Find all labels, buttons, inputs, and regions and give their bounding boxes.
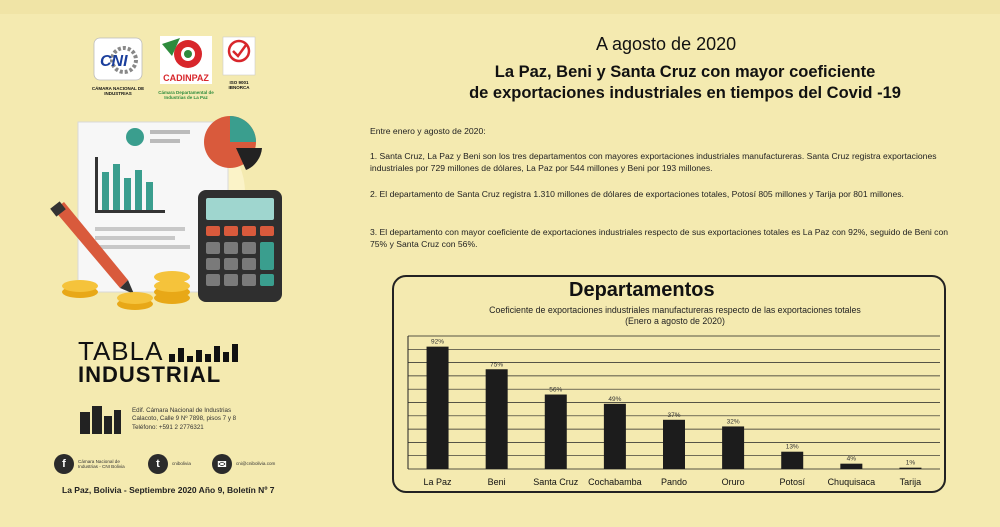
cadinpaz-mark: CADINPAZ (163, 73, 209, 83)
bar-beni (486, 369, 508, 469)
brand-line-2: INDUSTRIAL (78, 362, 222, 387)
certification-caption: ISO 9001 IBNORCA (228, 80, 250, 90)
email-label: cni@cnibolivia.com (236, 461, 276, 467)
bar-santa-cruz (545, 395, 567, 469)
bar-value-label: 13% (785, 443, 799, 451)
address-line-3: Teléfono: +591 2 2776321 (132, 423, 204, 431)
cadinpaz-caption: Cámara Departamental de Industrias de La Paz (158, 90, 214, 100)
bar-value-label: 75% (490, 361, 504, 369)
x-tick-label: Santa Cruz (533, 477, 579, 487)
bar-value-label: 37% (667, 411, 681, 419)
chart-subtitle-line-1: Coeficiente de exportaciones industriales manufactureras respecto de las exportaciones totales (489, 305, 861, 315)
address-line-1: Edif. Cámara Nacional de Industrias (132, 407, 232, 414)
headline-line-2: de exportaciones industriales en tiempos del Covid -19 (469, 84, 901, 103)
twitter-icon: t (148, 454, 168, 474)
x-tick-label: Cochabamba (588, 477, 642, 487)
point-1-text: 1. Santa Cruz, La Paz y Beni son los tres departamentos con mayores exportaciones industriales manufactureras. Santa Cruz registra exportaciones industriales por 729 millones de dólares, La Paz por 544 millones y Beni por 193 millones. (370, 151, 937, 174)
bar-la-paz (427, 347, 449, 469)
cni-caption: CÁMARA NACIONAL DE INDUSTRIAS (91, 86, 145, 96)
intro-text: Entre enero y agosto de 2020: (370, 126, 486, 136)
report-date: A agosto de 2020 (596, 34, 737, 54)
facebook-icon: f (54, 454, 74, 474)
bar-pando (663, 420, 685, 469)
x-tick-label: La Paz (423, 477, 452, 487)
footer-edition: La Paz, Bolivia - Septiembre 2020 Año 9, Boletín Nº 7 (62, 485, 275, 495)
bar-oruro (722, 426, 744, 469)
email-icon: ✉ (212, 454, 232, 474)
twitter-label: cnibolivia (172, 461, 191, 467)
brand-line-1: TABLA (78, 336, 164, 366)
x-tick-label: Potosí (779, 477, 805, 487)
x-tick-label: Tarija (899, 477, 922, 487)
bar-value-label: 4% (846, 455, 857, 463)
headline-line-1: La Paz, Beni y Santa Cruz con mayor coeficiente (494, 63, 876, 81)
bar-value-label: 32% (726, 418, 740, 426)
bar-value-label: 49% (608, 395, 622, 403)
facebook-label: Cámara Nacional de Industrias - CNI Bolivia (78, 458, 125, 469)
bar-value-label: 1% (905, 459, 916, 467)
bar-value-label: 92% (431, 338, 445, 346)
bar-tarija (899, 468, 921, 469)
x-tick-label: Oruro (721, 477, 745, 487)
x-tick-label: Chuquisaca (827, 477, 876, 487)
x-tick-label: Pando (660, 477, 688, 487)
chart-title: Departamentos (569, 279, 715, 301)
chart-subtitle-line-2: (Enero a agosto de 2020) (625, 316, 725, 327)
bar-cochabamba (604, 404, 626, 469)
point-3-text: 3. El departamento con mayor coeficiente de exportaciones industriales respecto de sus exportaciones totales es La Paz con 92%, seguido de Beni con 75% y Santa Cruz con 56%. (370, 227, 949, 250)
address-line-2: Calacoto, Calle 9 Nº 7898, pisos 7 y 8 (132, 415, 237, 423)
x-tick-label: Beni (487, 477, 506, 487)
bar-potosí (781, 452, 803, 469)
bar-chuquisaca (840, 464, 862, 469)
point-2-text: 2. El departamento de Santa Cruz registra 1.310 millones de dólares de exportaciones totales, Potosí 805 millones y Tarija por 801 millones. (370, 189, 904, 199)
cni-mark: CNI (100, 53, 128, 70)
bar-value-label: 56% (549, 386, 563, 394)
